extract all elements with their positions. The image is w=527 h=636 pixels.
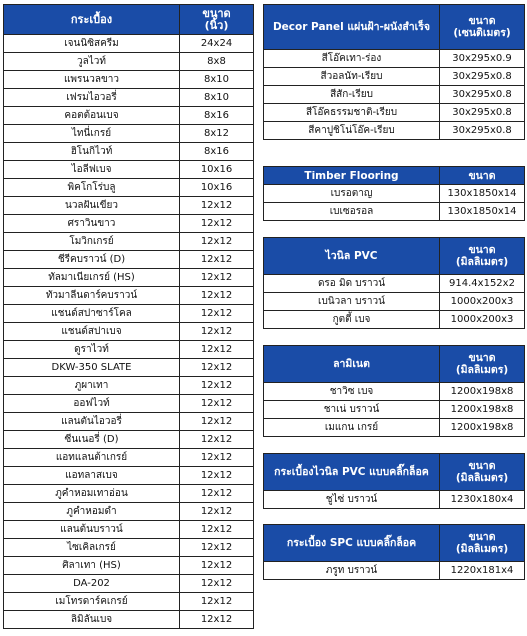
header-size-unit: (มิลลิเมตร) bbox=[455, 543, 509, 555]
table-row bbox=[4, 557, 254, 575]
product-size-cell: 12x12 bbox=[180, 233, 254, 251]
product-size-cell: 12x12 bbox=[180, 557, 254, 575]
product-size-cell: 1200x198x8 bbox=[440, 383, 525, 401]
product-size-cell: 12x12 bbox=[180, 521, 254, 539]
product-name-cell: ภูคำหอมเทาอ่อน bbox=[4, 485, 180, 503]
product-name-cell: ชาวิซ เบจ bbox=[264, 383, 440, 401]
product-name-cell: กูตตี้ เบจ bbox=[264, 311, 440, 329]
product-name-cell: ทัลมาเนียเกรย์ (HS) bbox=[4, 269, 180, 287]
header-size-label: ขนาด bbox=[202, 6, 231, 20]
product-size-cell: 8x8 bbox=[180, 53, 254, 71]
product-name-cell: แชนด์สปาซาร์โคล bbox=[4, 305, 180, 323]
table-row bbox=[4, 161, 254, 179]
product-size-cell: 12x12 bbox=[180, 359, 254, 377]
product-size-cell: 12x12 bbox=[180, 539, 254, 557]
product-name-cell: คอตต้อนเบจ bbox=[4, 107, 180, 125]
product-name-cell: เบเซอรอล bbox=[264, 203, 440, 221]
product-name-cell: เจนนิซิสครีม bbox=[4, 35, 180, 53]
table-row bbox=[4, 449, 254, 467]
product-name-cell: ภูผาเทา bbox=[4, 377, 180, 395]
header-spc-name: กระเบื้อง SPC แบบคลิ๊กล็อค bbox=[264, 525, 440, 562]
product-name-cell: ไทนี่เกรย์ bbox=[4, 125, 180, 143]
table-header-row bbox=[264, 525, 525, 562]
product-size-cell: 8x10 bbox=[180, 71, 254, 89]
product-size-cell: 30x295x0.8 bbox=[440, 122, 525, 140]
header-timber-size: ขนาด bbox=[440, 167, 525, 185]
table-row bbox=[4, 197, 254, 215]
product-name-cell: นวลฝันเขียว bbox=[4, 197, 180, 215]
header-size-label: ขนาด bbox=[468, 460, 496, 472]
tile-size-table bbox=[3, 4, 254, 629]
table-row bbox=[4, 89, 254, 107]
product-size-cell: 1200x198x8 bbox=[440, 401, 525, 419]
product-size-cell: 12x12 bbox=[180, 269, 254, 287]
header-size-label: ขนาด bbox=[468, 352, 496, 364]
product-name-cell: เฟรมไอวอรี่ bbox=[4, 89, 180, 107]
table-row bbox=[4, 125, 254, 143]
table-row bbox=[264, 275, 525, 293]
product-size-cell: 12x12 bbox=[180, 449, 254, 467]
product-size-cell: 130x1850x14 bbox=[440, 185, 525, 203]
table-row bbox=[4, 485, 254, 503]
table-row bbox=[4, 53, 254, 71]
product-name-cell: ไซเคิลเกรย์ bbox=[4, 539, 180, 557]
table-row bbox=[4, 35, 254, 53]
header-vinyl-size bbox=[440, 238, 525, 275]
decor-panel-table bbox=[263, 4, 525, 140]
product-name-cell: ชาเน่ บราวน์ bbox=[264, 401, 440, 419]
product-size-cell: 12x12 bbox=[180, 593, 254, 611]
table-row bbox=[4, 395, 254, 413]
laminate-table bbox=[263, 345, 525, 437]
product-size-cell: 12x12 bbox=[180, 323, 254, 341]
product-size-cell: 12x12 bbox=[180, 503, 254, 521]
table-row bbox=[4, 269, 254, 287]
product-size-cell: 12x12 bbox=[180, 287, 254, 305]
product-name-cell: ออฟไวท์ bbox=[4, 395, 180, 413]
table-row bbox=[4, 215, 254, 233]
product-name-cell: สีวอลนัท-เรียบ bbox=[264, 68, 440, 86]
header-size-label: ขนาด bbox=[468, 531, 496, 543]
product-size-cell: 12x12 bbox=[180, 215, 254, 233]
product-size-cell: 1000x200x3 bbox=[440, 293, 525, 311]
product-size-cell: 12x12 bbox=[180, 395, 254, 413]
product-size-cell: 10x16 bbox=[180, 161, 254, 179]
product-size-cell: 12x12 bbox=[180, 197, 254, 215]
header-vinyl-name: ไวนิล PVC bbox=[264, 238, 440, 275]
product-size-cell: 12x12 bbox=[180, 431, 254, 449]
product-name-cell: ภรูท บราวน์ bbox=[264, 562, 440, 580]
header-decor-name: Decor Panel แผ่นฝ้า-ผนังสำเร็จ bbox=[264, 5, 440, 50]
product-name-cell: โมวิกเกรย์ bbox=[4, 233, 180, 251]
header-size-unit: (เซนติเมตร) bbox=[453, 27, 511, 39]
product-size-cell: 130x1850x14 bbox=[440, 203, 525, 221]
header-decor-size bbox=[440, 5, 525, 50]
table-row bbox=[4, 305, 254, 323]
table-row bbox=[4, 467, 254, 485]
header-click-vinyl-name: กระเบื้องไวนิล PVC แบบคลิ๊กล็อค bbox=[264, 454, 440, 491]
header-size-unit: (มิลลิเมตร) bbox=[455, 472, 509, 484]
table-row bbox=[4, 341, 254, 359]
product-size-cell: 1200x198x8 bbox=[440, 419, 525, 437]
table-row bbox=[4, 179, 254, 197]
product-size-cell: 12x12 bbox=[180, 413, 254, 431]
product-name-cell: แอทแลนต้าเกรย์ bbox=[4, 449, 180, 467]
table-header-row bbox=[264, 5, 525, 50]
table-row bbox=[4, 431, 254, 449]
table-row bbox=[264, 293, 525, 311]
product-size-cell: 12x12 bbox=[180, 305, 254, 323]
product-size-cell: 1220x181x4 bbox=[440, 562, 525, 580]
table-row bbox=[4, 521, 254, 539]
table-row bbox=[264, 122, 525, 140]
product-name-cell: สีคาปูชิโน่โอ๊ค-เรียบ bbox=[264, 122, 440, 140]
timber-flooring-table bbox=[263, 166, 525, 221]
table-header-row bbox=[264, 167, 525, 185]
spc-click-lock-table bbox=[263, 524, 525, 580]
product-name-cell: DKW-350 SLATE bbox=[4, 359, 180, 377]
product-name-cell: สีโอ๊คธรรมชาติ-เรียบ bbox=[264, 104, 440, 122]
table-row bbox=[264, 68, 525, 86]
table-header-row bbox=[264, 454, 525, 491]
product-size-cell: 30x295x0.8 bbox=[440, 86, 525, 104]
table-row bbox=[4, 611, 254, 629]
table-row bbox=[264, 104, 525, 122]
table-row bbox=[4, 593, 254, 611]
product-size-cell: 12x12 bbox=[180, 251, 254, 269]
header-size-unit: (นิ้ว) bbox=[204, 18, 229, 32]
table-row bbox=[4, 287, 254, 305]
product-name-cell: สีโอ๊คเทา-ร่อง bbox=[264, 50, 440, 68]
product-name-cell: ทัวมาลีนดาร์คบราวน์ bbox=[4, 287, 180, 305]
table-row bbox=[4, 323, 254, 341]
product-name-cell: DA-202 bbox=[4, 575, 180, 593]
product-name-cell: ศิลาเทา (HS) bbox=[4, 557, 180, 575]
header-size-label: ขนาด bbox=[468, 244, 496, 256]
click-lock-vinyl-table bbox=[263, 453, 525, 509]
product-name-cell: ชีรีคบราวน์ (D) bbox=[4, 251, 180, 269]
product-size-cell: 24x24 bbox=[180, 35, 254, 53]
table-row bbox=[4, 503, 254, 521]
product-size-cell: 12x12 bbox=[180, 341, 254, 359]
product-name-cell: ฮิโนกิไวท์ bbox=[4, 143, 180, 161]
product-name-cell: แอทลาสเบจ bbox=[4, 467, 180, 485]
product-size-cell: 12x12 bbox=[180, 467, 254, 485]
header-tile-name: กระเบื้อง bbox=[4, 5, 180, 35]
table-row bbox=[4, 377, 254, 395]
table-row bbox=[4, 359, 254, 377]
product-name-cell: ลิมิลันเบจ bbox=[4, 611, 180, 629]
table-row bbox=[4, 251, 254, 269]
product-size-cell: 8x12 bbox=[180, 125, 254, 143]
header-laminate-name: ลามิเนต bbox=[264, 346, 440, 383]
product-name-cell: ภูคำหอมดำ bbox=[4, 503, 180, 521]
header-click-vinyl-size bbox=[440, 454, 525, 491]
product-size-cell: 8x10 bbox=[180, 89, 254, 107]
product-name-cell: วูลไวท์ bbox=[4, 53, 180, 71]
product-size-cell: 12x12 bbox=[180, 575, 254, 593]
table-row bbox=[264, 50, 525, 68]
table-row bbox=[264, 86, 525, 104]
table-header-row bbox=[264, 346, 525, 383]
table-row bbox=[4, 233, 254, 251]
product-size-cell: 8x16 bbox=[180, 143, 254, 161]
table-row bbox=[4, 71, 254, 89]
product-size-cell: 1000x200x3 bbox=[440, 311, 525, 329]
product-size-cell: 1230x180x4 bbox=[440, 491, 525, 509]
header-size-label: ขนาด bbox=[468, 15, 496, 27]
table-header-row bbox=[4, 5, 254, 35]
table-row bbox=[264, 185, 525, 203]
product-size-cell: 10x16 bbox=[180, 179, 254, 197]
product-name-cell: ซีนเนอรี่ (D) bbox=[4, 431, 180, 449]
table-header-row bbox=[264, 238, 525, 275]
product-name-cell: แลนต้นบราวน์ bbox=[4, 521, 180, 539]
product-name-cell: เบนิวลา บราวน์ bbox=[264, 293, 440, 311]
product-size-cell: 12x12 bbox=[180, 377, 254, 395]
product-size-cell: 30x295x0.9 bbox=[440, 50, 525, 68]
product-size-cell: 30x295x0.8 bbox=[440, 104, 525, 122]
header-size-unit: (มิลลิเมตร) bbox=[455, 364, 509, 376]
table-row bbox=[264, 383, 525, 401]
table-row bbox=[4, 107, 254, 125]
product-size-cell: 914.4x152x2 bbox=[440, 275, 525, 293]
product-size-cell: 12x12 bbox=[180, 611, 254, 629]
vinyl-pvc-table bbox=[263, 237, 525, 329]
product-name-cell: แลนตันไอวอรี่ bbox=[4, 413, 180, 431]
header-spc-size bbox=[440, 525, 525, 562]
table-row bbox=[264, 491, 525, 509]
table-row bbox=[4, 575, 254, 593]
product-size-cell: 30x295x0.8 bbox=[440, 68, 525, 86]
product-size-cell: 12x12 bbox=[180, 485, 254, 503]
product-name-cell: ดูราไวท์ bbox=[4, 341, 180, 359]
product-name-cell: ดรอ มิด บราวน์ bbox=[264, 275, 440, 293]
product-name-cell: ศราวินขาว bbox=[4, 215, 180, 233]
product-name-cell: สีสัก-เรียบ bbox=[264, 86, 440, 104]
table-row bbox=[4, 413, 254, 431]
table-row bbox=[264, 311, 525, 329]
table-row bbox=[264, 562, 525, 580]
product-name-cell: ชูไซ่ บราวน์ bbox=[264, 491, 440, 509]
table-row bbox=[264, 419, 525, 437]
table-row bbox=[4, 143, 254, 161]
product-name-cell: แพรนวลขาว bbox=[4, 71, 180, 89]
header-size-unit: (มิลลิเมตร) bbox=[455, 256, 509, 268]
product-name-cell: พิคโกโร่บลู bbox=[4, 179, 180, 197]
product-name-cell: เบรอตาญ bbox=[264, 185, 440, 203]
header-laminate-size bbox=[440, 346, 525, 383]
table-row bbox=[264, 203, 525, 221]
table-row bbox=[264, 401, 525, 419]
product-name-cell: เมโทรดาร์คเกรย์ bbox=[4, 593, 180, 611]
product-name-cell: เมแกน เกรย์ bbox=[264, 419, 440, 437]
product-name-cell: ไอลีฟเบจ bbox=[4, 161, 180, 179]
header-tile-size bbox=[180, 5, 254, 35]
product-size-cell: 8x16 bbox=[180, 107, 254, 125]
table-row bbox=[4, 539, 254, 557]
product-name-cell: แชนด์สปาเบจ bbox=[4, 323, 180, 341]
header-timber-name: Timber Flooring bbox=[264, 167, 440, 185]
